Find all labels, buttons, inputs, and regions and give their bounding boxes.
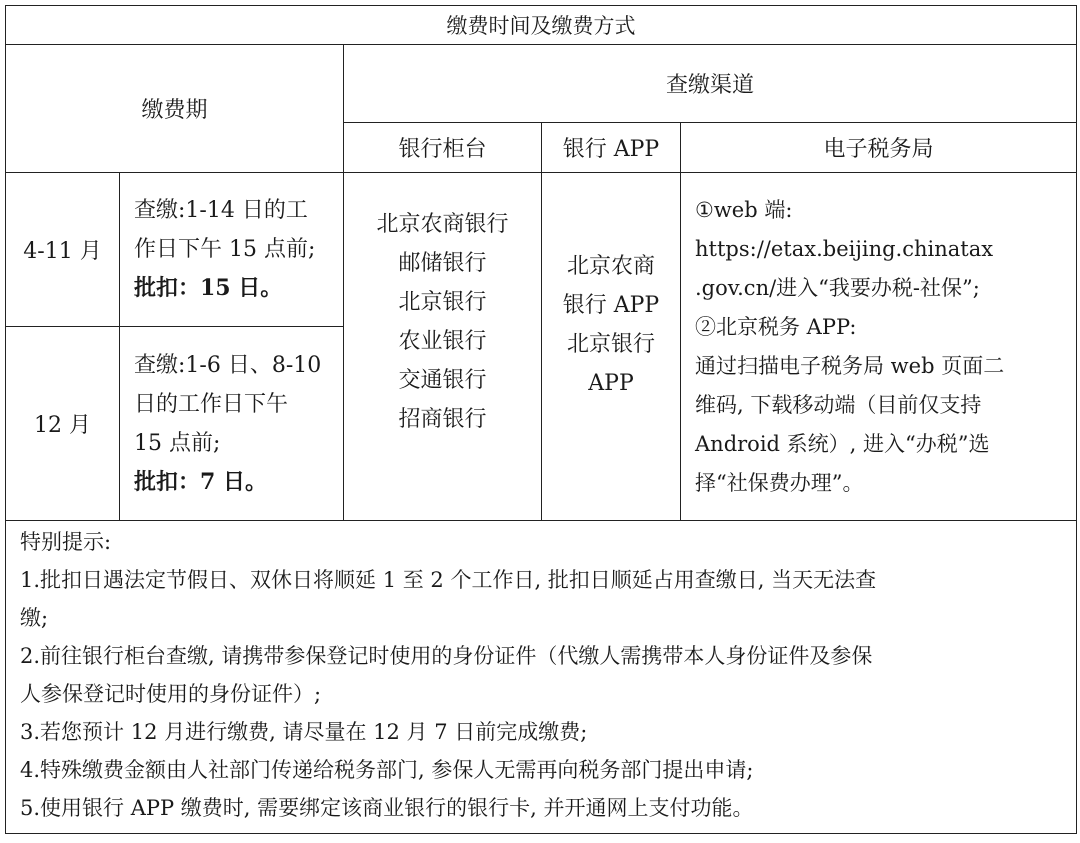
bank-app-item: 北京农商 bbox=[566, 253, 655, 279]
etax-line: 择“社保费办理”。 bbox=[695, 470, 864, 495]
note-line: 5.使用银行 APP 缴费时, 需要绑定该商业银行的银行卡, 并开通网上支付功能。 bbox=[20, 796, 754, 820]
notes-heading: 特别提示: bbox=[20, 530, 112, 554]
payment-schedule-table bbox=[5, 5, 1077, 834]
detail-line: 查缴:1-14 日的工 bbox=[134, 198, 308, 223]
bank-item: 北京农商银行 bbox=[376, 211, 509, 237]
detail-line: 15 点前; bbox=[134, 430, 221, 456]
etax-line: ①web 端: bbox=[695, 197, 793, 222]
bank-item: 交通银行 bbox=[398, 367, 487, 393]
note-line: 缴; bbox=[20, 606, 49, 630]
etax-line: https://etax.beijing.chinatax bbox=[695, 236, 994, 261]
bank-item: 邮储银行 bbox=[398, 250, 487, 276]
row-detail-1 bbox=[120, 173, 344, 327]
bank-counter-list bbox=[344, 173, 542, 521]
header-period: 缴费期 bbox=[6, 45, 344, 173]
etax-line: 维码, 下载移动端（目前仅支持 bbox=[695, 392, 982, 417]
row-month-2: 12 月 bbox=[6, 327, 120, 521]
note-line: 2.前往银行柜台查缴, 请携带参保登记时使用的身份证件（代缴人需携带本人身份证件及参保 bbox=[20, 644, 873, 668]
table-title: 缴费时间及缴费方式 bbox=[6, 6, 1077, 45]
detail-line: 日的工作日下午 bbox=[134, 391, 289, 417]
note-line: 1.批扣日遇法定节假日、双休日将顺延 1 至 2 个工作日, 批扣日顺延占用查缴日, 当天无法查 bbox=[20, 568, 877, 592]
detail-line: 查缴:1-6 日、8-10 bbox=[134, 352, 322, 378]
deduct-date: 批扣：7 日。 bbox=[134, 468, 267, 495]
bank-item: 招商银行 bbox=[398, 406, 487, 432]
detail-line: 作日下午 15 点前; bbox=[134, 237, 316, 262]
bank-app-item: 北京银行 bbox=[566, 331, 655, 357]
bank-item: 农业银行 bbox=[398, 328, 487, 354]
note-line: 4.特殊缴费金额由人社部门传递给税务部门, 参保人无需再向税务部门提出申请; bbox=[20, 758, 754, 782]
row-detail-2 bbox=[120, 327, 344, 521]
etax-line: Android 系统）, 进入“办税”选 bbox=[695, 431, 990, 456]
etax-instructions bbox=[681, 173, 1077, 521]
etax-line: ②北京税务 APP: bbox=[695, 314, 857, 339]
special-notes bbox=[6, 521, 1077, 834]
header-bank-counter: 银行柜台 bbox=[344, 123, 542, 173]
bank-app-item: APP bbox=[588, 370, 634, 396]
header-channels: 查缴渠道 bbox=[344, 45, 1077, 123]
note-line: 3.若您预计 12 月进行缴费, 请尽量在 12 月 7 日前完成缴费; bbox=[20, 720, 588, 744]
row-month-1: 4-11 月 bbox=[6, 173, 120, 327]
etax-line: .gov.cn/进入“我要办税-社保”; bbox=[695, 275, 980, 300]
bank-app-item: 银行 APP bbox=[562, 292, 660, 318]
deduct-date: 批扣：15 日。 bbox=[134, 275, 283, 301]
note-line: 人参保登记时使用的身份证件）; bbox=[20, 682, 322, 706]
etax-line: 通过扫描电子税务局 web 页面二 bbox=[695, 353, 1005, 378]
bank-item: 北京银行 bbox=[398, 289, 487, 315]
bank-app-list bbox=[542, 173, 681, 521]
header-bank-app: 银行 APP bbox=[542, 123, 681, 173]
header-etax: 电子税务局 bbox=[681, 123, 1077, 173]
